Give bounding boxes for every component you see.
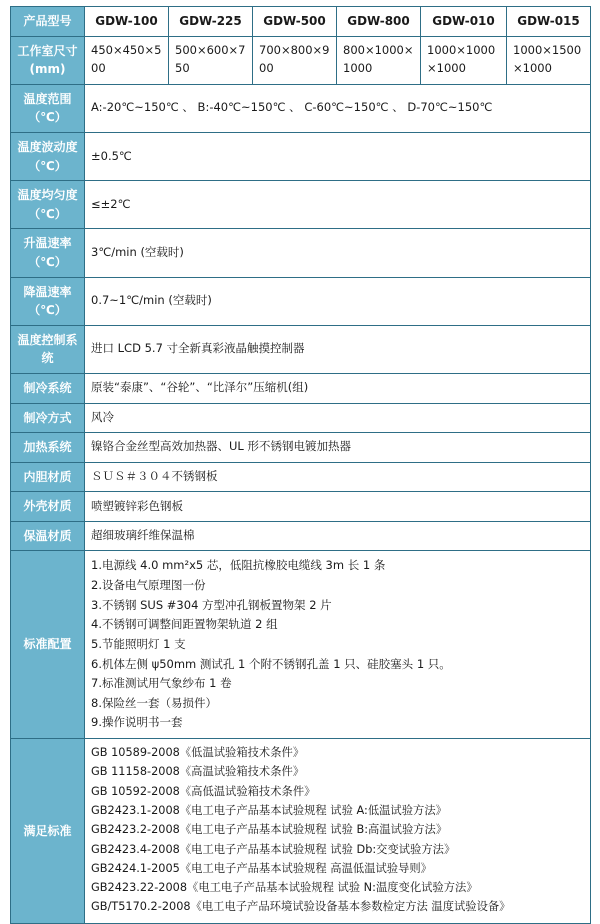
row-label-size: 工作室尺寸(mm) — [11, 36, 85, 84]
list-item: GB 11158-2008《高温试验箱技术条件》 — [91, 765, 305, 779]
list-item: GB2423.2-2008《电工电子产品基本试验规程 试验 B:高温试验方法》 — [91, 823, 448, 837]
size-cell-1: 450×450×500 — [85, 36, 169, 84]
row-label-model: 产品型号 — [11, 7, 85, 37]
size-cell-6: 1000×1500×1000 — [507, 36, 591, 84]
size-cell-4: 800×1000×1000 — [337, 36, 421, 84]
row-value-heating-system: 镍铬合金丝型高效加热器、UL 形不锈钢电镀加热器 — [85, 433, 591, 463]
standards-list — [91, 744, 584, 917]
list-item: 5.节能照明灯 1 支 — [91, 636, 186, 651]
spec-sheet — [10, 6, 590, 924]
row-value-temp-range: A:-20℃~150℃ 、 B:-40℃~150℃ 、 C-60℃~150℃ 、 D-70℃~150℃ — [85, 84, 591, 132]
list-item: GB 10592-2008《高低温试验箱技术条件》 — [91, 784, 316, 798]
list-item: 4.不锈钢可调整间距置物架轨道 2 组 — [91, 617, 278, 632]
table-row-standards — [11, 739, 591, 924]
list-item: GB2423.4-2008《电工电子产品基本试验规程 试验 Db:交变试验方法》 — [91, 842, 456, 856]
model-cell-1: GDW-100 — [85, 7, 169, 37]
row-label-inner-material: 内胆材质 — [11, 462, 85, 492]
list-item: 6.机体左侧 ψ50mm 测试孔 1 个附不锈钢孔盖 1 只、硅胶塞头 1 只。 — [91, 656, 451, 671]
row-value-heating-rate: 3℃/min (空载时) — [85, 229, 591, 277]
row-label-cooling-rate: 降温速率（℃） — [11, 277, 85, 325]
row-value-inner-material: ＳＵＳ＃３０４不锈钢板 — [85, 462, 591, 492]
size-cell-3: 700×800×900 — [253, 36, 337, 84]
model-cell-6: GDW-015 — [507, 7, 591, 37]
list-item: GB2423.22-2008《电工电子产品基本试验规程 试验 N:温度变化试验方法》 — [91, 881, 478, 895]
row-value-cooling-rate: 0.7~1℃/min (空载时) — [85, 277, 591, 325]
row-value-standards — [85, 739, 591, 924]
row-value-standard-config — [85, 551, 591, 739]
table-row-heating-rate — [11, 229, 591, 277]
row-value-shell-material: 喷塑镀锌彩色钢板 — [85, 492, 591, 522]
row-value-control-system: 进口 LCD 5.7 寸全新真彩液晶触摸控制器 — [85, 325, 591, 373]
row-value-cooling-method: 风冷 — [85, 403, 591, 433]
row-label-insulation-material: 保温材质 — [11, 521, 85, 551]
row-label-temp-range: 温度范围（℃） — [11, 84, 85, 132]
list-item: 3.不锈钢 SUS #304 方型冲孔钢板置物架 2 片 — [91, 597, 332, 612]
specification-table — [10, 6, 591, 924]
table-row-temp-uniformity — [11, 181, 591, 229]
table-row-heating-system — [11, 433, 591, 463]
row-label-heating-rate: 升温速率（℃） — [11, 229, 85, 277]
list-item: GB/T5170.2-2008《电工电子产品环境试验设备基本参数检定方法 温度试验设备》 — [91, 900, 511, 914]
table-row-shell-material — [11, 492, 591, 522]
list-item: 2.设备电气原理图一份 — [91, 578, 206, 593]
table-row-model — [11, 7, 591, 37]
model-cell-2: GDW-225 — [169, 7, 253, 37]
table-row-refrigeration-system — [11, 373, 591, 403]
row-label-standard-config: 标准配置 — [11, 551, 85, 739]
row-label-shell-material: 外壳材质 — [11, 492, 85, 522]
row-value-refrigeration-system: 原装“泰康”、“谷轮”、“比泽尔”压缩机(组) — [85, 373, 591, 403]
table-row-size — [11, 36, 591, 84]
list-item: GB 10589-2008《低温试验箱技术条件》 — [91, 746, 305, 760]
model-cell-4: GDW-800 — [337, 7, 421, 37]
row-label-temp-uniformity: 温度均匀度（℃） — [11, 181, 85, 229]
table-row-insulation-material — [11, 521, 591, 551]
row-label-control-system: 温度控制系统 — [11, 325, 85, 373]
list-item: 8.保险丝一套（易损件） — [91, 695, 217, 710]
row-label-standards: 满足标准 — [11, 739, 85, 924]
model-cell-5: GDW-010 — [421, 7, 507, 37]
size-cell-2: 500×600×750 — [169, 36, 253, 84]
table-row-temp-range — [11, 84, 591, 132]
model-cell-3: GDW-500 — [253, 7, 337, 37]
table-row-inner-material — [11, 462, 591, 492]
size-cell-5: 1000×1000×1000 — [421, 36, 507, 84]
list-item: 9.操作说明书一套 — [91, 715, 183, 730]
row-label-temp-fluctuation: 温度波动度（℃） — [11, 132, 85, 180]
table-row-cooling-rate — [11, 277, 591, 325]
row-label-cooling-method: 制冷方式 — [11, 403, 85, 433]
table-row-control-system — [11, 325, 591, 373]
row-value-temp-fluctuation: ±0.5℃ — [85, 132, 591, 180]
list-item: 7.标准测试用气象纱布 1 卷 — [91, 676, 232, 691]
row-value-insulation-material: 超细玻璃纤维保温棉 — [85, 521, 591, 551]
row-value-temp-uniformity: ≤±2℃ — [85, 181, 591, 229]
list-item: 1.电源线 4.0 mm²x5 芯，低阻抗橡胶电缆线 3m 长 1 条 — [91, 558, 386, 573]
row-label-heating-system: 加热系统 — [11, 433, 85, 463]
table-row-standard-config — [11, 551, 591, 739]
table-row-temp-fluctuation — [11, 132, 591, 180]
list-item: GB2424.1-2005《电工电子产品基本试验规程 高温低温试验导则》 — [91, 861, 432, 875]
row-label-refrigeration-system: 制冷系统 — [11, 373, 85, 403]
table-row-cooling-method — [11, 403, 591, 433]
standard-config-list — [91, 556, 584, 732]
list-item: GB2423.1-2008《电工电子产品基本试验规程 试验 A:低温试验方法》 — [91, 803, 447, 817]
